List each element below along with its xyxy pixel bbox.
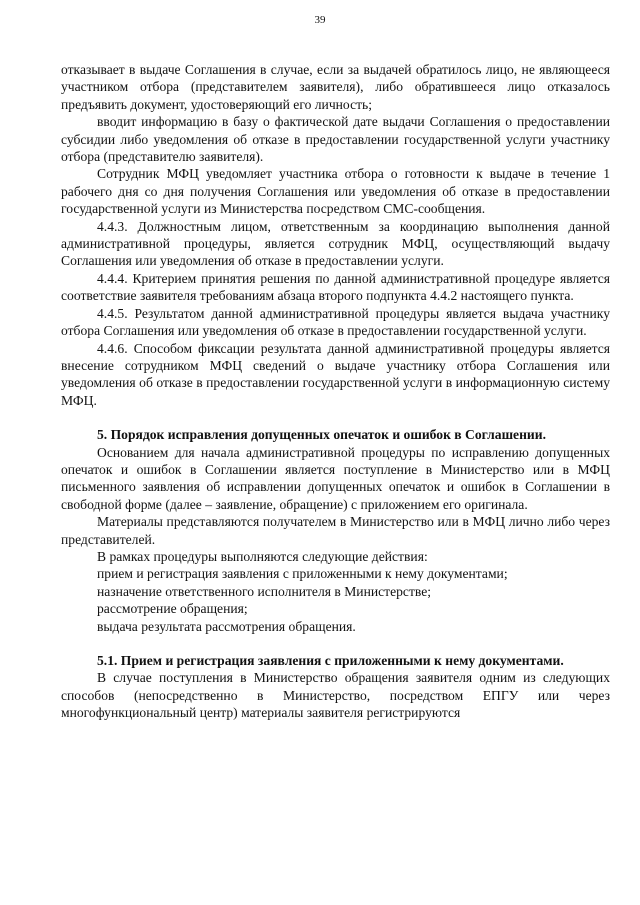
page-number: 39 (314, 14, 326, 26)
list-item: назначение ответственного исполнителя в Министерстве; (97, 583, 432, 599)
list-item: выдача результата рассмотрения обращения. (97, 618, 356, 634)
paragraph: 4.4.4. Критерием принятия решения по данной административной процедуре является соответствие заявителя требованиям абзаца второго подпункта 4.4.2 настоящего пункта. (61, 270, 610, 304)
page-body (61, 61, 610, 722)
paragraph: Сотрудник МФЦ уведомляет участника отбора о готовности к выдаче в течение 1 рабочего дня со дня получения Соглашения или уведомления об отказе в предоставлении государственной услуги из Министерства посредством СМС-сообщения. (61, 166, 610, 217)
paragraph: В случае поступления в Министерство обращения заявителя одним из следующих способов (непосредственно в Министерство, посредством ЕПГУ или через многофункциональный центр) материалы заявителя регистрируются (61, 670, 610, 721)
section-heading-5: 5. Порядок исправления допущенных опечаток и ошибок в Соглашении. (97, 427, 546, 443)
paragraph: Основанием для начала административной процедуры по исправлению допущенных опечаток и ошибок в Соглашении является поступление в Министерство или в МФЦ письменного заявления об исправлении допущенных опечаток и ошибок в Соглашении в свободной форме (далее – заявление, обращение) с приложением его оригинала. (61, 444, 610, 512)
spacer (61, 409, 610, 426)
paragraph: 4.4.3. Должностным лицом, ответственным за координацию выполнения данной административной процедуры, является сотрудник МФЦ, осуществляющий выдачу Соглашения или уведомления об отказе в предоставлении услуги. (61, 218, 610, 269)
paragraph: отказывает в выдаче Соглашения в случае, если за выдачей обратилось лицо, не являющееся участником отбора (представителем заявителя), либо обратившееся лицо отказалось предъявить документ, удостоверяющий его личность; (61, 62, 610, 112)
paragraph: 4.4.6. Способом фиксации результата данной административной процедуры является внесение сотрудником МФЦ сведений о выдаче участнику отбора Соглашения или уведомления об отказе в предоставлении государственной услуги в информационную систему МФЦ. (61, 340, 610, 408)
paragraph: вводит информацию в базу о фактической дате выдачи Соглашения о предоставлении субсидии либо уведомления об отказе в предоставлении государственной услуги участнику отбора (представителю заявителя). (61, 114, 610, 165)
paragraph: Материалы представляются получателем в Министерство или в МФЦ лично либо через представителей. (61, 514, 610, 547)
list-item: рассмотрение обращения; (97, 601, 248, 617)
paragraph: 4.4.5. Результатом данной административной процедуры является выдача участнику отбора Соглашения или уведомления об отказе в предоставлении государственной услуги. (61, 305, 610, 339)
section-heading-5-1: 5.1. Прием и регистрация заявления с приложенными к нему документами. (97, 653, 564, 668)
spacer (61, 635, 610, 652)
paragraph: В рамках процедуры выполняются следующие действия: (97, 548, 428, 564)
list-item: прием и регистрация заявления с приложенными к нему документами; (97, 566, 508, 582)
